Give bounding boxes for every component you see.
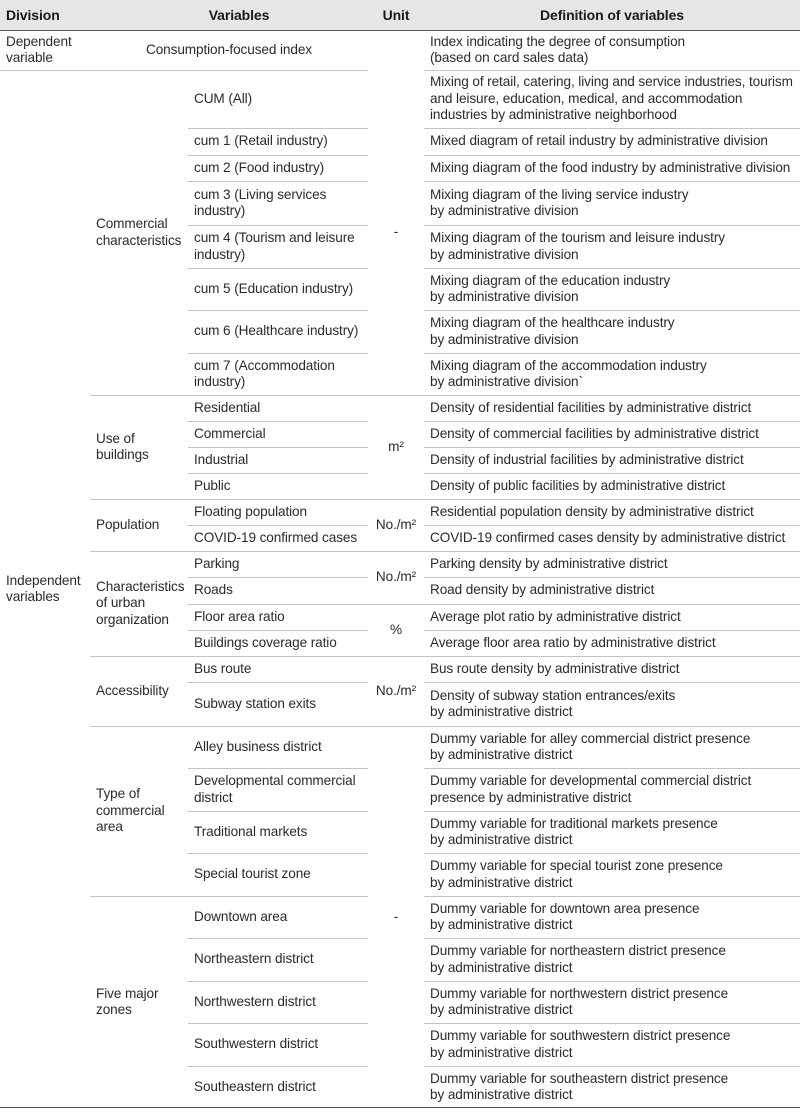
dependent-variable-text: Consumption-focused index: [145, 41, 312, 57]
definition-cell-text: Mixing diagram of the living service industry by administrative division: [430, 186, 689, 218]
row-rule-variable: [188, 1066, 368, 1067]
definition-cell: [430, 896, 794, 938]
unit-dash1-text: -: [393, 224, 399, 240]
variable-cell-text: Subway station exits: [194, 695, 316, 711]
unit-no-m2-urban-text: No./m²: [375, 569, 417, 585]
row-rule-definition: [424, 225, 800, 226]
variable-cell: [194, 981, 362, 1023]
definition-cell: [430, 726, 794, 768]
definition-cell: [430, 551, 794, 577]
row-rule-variable: [188, 551, 368, 552]
variable-cell-text: cum 6 (Healthcare industry): [194, 323, 359, 339]
definition-cell: [430, 499, 794, 525]
dependent-definition: [430, 30, 794, 70]
row-rule-definition: [424, 128, 800, 129]
variable-cell: [194, 421, 362, 447]
variable-cell: [194, 268, 362, 310]
variable-cell: [194, 155, 362, 181]
variable-cell: [194, 447, 362, 473]
definition-cell: [430, 525, 794, 551]
definition-cell: [430, 447, 794, 473]
row-rule-variable: [188, 726, 368, 727]
group-buildings: [96, 395, 182, 499]
row-rule-definition: [424, 938, 800, 939]
row-rule-definition: [424, 499, 800, 500]
row-rule-definition: [424, 630, 800, 631]
definition-cell: [430, 421, 794, 447]
group-rule: [90, 551, 188, 552]
group-rule: [90, 395, 188, 396]
definition-cell: [430, 1023, 794, 1066]
row-rule-variable: [188, 353, 368, 354]
variable-cell-text: Commercial: [194, 425, 266, 441]
definition-cell-text: Density of public facilities by administrative district: [430, 477, 726, 493]
definition-cell: [430, 268, 794, 310]
row-rule-definition: [424, 1023, 800, 1024]
row-rule-definition: [424, 896, 800, 897]
row-rule-definition: [424, 310, 800, 311]
dependent-division: [6, 30, 84, 70]
definition-cell: [430, 1066, 794, 1108]
header-bottom-rule: [0, 30, 800, 31]
variable-cell-text: Parking: [194, 555, 240, 571]
variable-cell-text: cum 7 (Accommodation industry): [194, 357, 335, 389]
row-rule-variable: [188, 896, 368, 897]
row-rule-definition: [424, 181, 800, 182]
definition-cell-text: Dummy variable for traditional markets presence by administrative district: [430, 815, 718, 847]
definition-cell: [430, 981, 794, 1023]
variable-cell-text: Southwestern district: [194, 1036, 319, 1052]
dependent-definition-text: Index indicating the degree of consumption (based on card sales data): [430, 33, 686, 65]
unit-rule: [368, 604, 424, 605]
variable-cell: [194, 181, 362, 225]
definition-cell: [430, 155, 794, 181]
header-variables-text: Variables: [208, 6, 270, 23]
unit-dash2: [370, 726, 422, 1108]
row-rule-definition: [424, 525, 800, 526]
variable-cell: [194, 604, 362, 630]
group-accessibility: [96, 656, 182, 726]
definition-cell: [430, 70, 794, 128]
row-rule-definition: [424, 1066, 800, 1067]
definition-cell: [430, 577, 794, 604]
variable-cell: [194, 630, 362, 656]
definition-cell: [430, 128, 794, 155]
definition-cell-text: Average floor area ratio by administrative district: [430, 634, 716, 650]
definition-cell-text: Parking density by administrative district: [430, 555, 668, 571]
definition-cell: [430, 353, 794, 395]
variable-cell-text: Bus route: [194, 660, 252, 676]
row-rule-variable: [188, 128, 368, 129]
group-commercial-area: [96, 726, 182, 896]
group-zones-text: Five major zones: [96, 985, 159, 1017]
variable-cell-text: cum 4 (Tourism and leisure industry): [194, 230, 355, 262]
group-population-text: Population: [96, 516, 160, 532]
group-urban-text: Characteristics of urban organization: [96, 578, 185, 627]
variable-cell-text: Southeastern district: [194, 1078, 316, 1094]
row-rule-variable: [188, 181, 368, 182]
row-rule-definition: [424, 577, 800, 578]
unit-rule: [368, 395, 424, 396]
row-rule-variable: [188, 268, 368, 269]
unit-rule: [368, 551, 424, 552]
definition-cell-text: Dummy variable for downtown area presence by administrative district: [430, 900, 700, 932]
header-unit-text: Unit: [382, 6, 410, 23]
unit-percent: [370, 604, 422, 656]
definition-cell: [430, 604, 794, 630]
row-rule-variable: [188, 604, 368, 605]
variable-cell-text: Buildings coverage ratio: [194, 634, 337, 650]
row-rule-definition: [424, 268, 800, 269]
group-rule: [90, 656, 188, 657]
definition-cell: [430, 938, 794, 981]
variable-cell: [194, 1066, 362, 1108]
row-rule-variable: [188, 395, 368, 396]
definition-cell-text: Average plot ratio by administrative district: [430, 608, 681, 624]
row-rule-definition: [424, 682, 800, 683]
definition-cell: [430, 656, 794, 682]
dependent-variable: [92, 30, 366, 70]
definition-cell-text: Dummy variable for northeastern district presence by administrative district: [430, 943, 726, 975]
variable-cell-text: Traditional markets: [194, 823, 308, 839]
definition-cell-text: Mixing of retail, catering, living and service industries, tourism and leisure, education, medical, and accommodation industries by administrative neighborhood: [430, 74, 793, 123]
variable-cell-text: cum 5 (Education industry): [194, 280, 354, 296]
row-rule-definition: [424, 726, 800, 727]
definition-cell-text: Dummy variable for special tourist zone presence by administrative district: [430, 858, 723, 890]
variable-cell-text: Northeastern district: [194, 951, 314, 967]
row-rule-definition: [424, 811, 800, 812]
definition-cell: [430, 853, 794, 896]
definition-cell-text: Mixing diagram of the healthcare industry by administrative division: [430, 315, 675, 347]
row-rule-definition: [424, 656, 800, 657]
variable-cell: [194, 395, 362, 421]
definition-cell-text: Density of industrial facilities by administrative district: [430, 451, 744, 467]
definition-cell: [430, 395, 794, 421]
definition-cell-text: Dummy variable for developmental commercial district presence by administrative district: [430, 773, 752, 805]
row-rule-variable: [188, 1023, 368, 1024]
variable-cell: [194, 938, 362, 981]
group-zones: [96, 896, 182, 1108]
definition-cell-text: Mixing diagram of the tourism and leisure industry by administrative division: [430, 230, 725, 262]
group-buildings-text: Use of buildings: [96, 430, 149, 462]
variable-cell: [194, 656, 362, 682]
definition-cell: [430, 768, 794, 811]
row-rule-variable: [188, 630, 368, 631]
unit-no-m2-access: [370, 656, 422, 726]
unit-no-m2-pop-text: No./m²: [375, 516, 417, 532]
definition-cell-text: Mixed diagram of retail industry by administrative division: [430, 133, 768, 149]
row-rule-variable: [188, 310, 368, 311]
row-rule-variable: [188, 155, 368, 156]
row-rule-definition: [424, 981, 800, 982]
unit-rule: [368, 499, 424, 500]
row-rule-variable: [188, 656, 368, 657]
unit-dash1: [370, 70, 422, 395]
variable-cell-text: cum 2 (Food industry): [194, 159, 325, 175]
row-rule-definition: [424, 473, 800, 474]
variable-cell: [194, 682, 362, 726]
definition-cell: [430, 682, 794, 726]
definition-cell-text: COVID-19 confirmed cases density by administrative district: [430, 529, 786, 545]
variable-cell-text: Developmental commercial district: [194, 773, 356, 805]
row-rule-variable: [188, 682, 368, 683]
group-commercial-area-text: Type of commercial area: [96, 786, 165, 835]
row-rule-variable: [188, 473, 368, 474]
unit-no-m2-access-text: No./m²: [375, 682, 417, 698]
group-urban: [96, 551, 185, 656]
variable-cell: [194, 525, 362, 551]
unit-rule: [368, 726, 424, 727]
header-definition: [426, 0, 798, 30]
definition-cell-text: Mixing diagram of the education industry by administrative division: [430, 272, 671, 304]
group-population: [96, 499, 182, 551]
group-accessibility-text: Accessibility: [96, 682, 169, 698]
variable-cell-text: Alley business district: [194, 738, 322, 754]
dependent-bottom-rule-left: [0, 70, 368, 71]
header-unit: [370, 0, 422, 30]
variable-cell-text: Floating population: [194, 503, 307, 519]
variable-cell-text: Floor area ratio: [194, 608, 285, 624]
variable-cell: [194, 473, 362, 499]
variable-cell: [194, 1023, 362, 1066]
unit-m2: [370, 395, 422, 499]
row-rule-definition: [424, 604, 800, 605]
row-rule-definition: [424, 768, 800, 769]
definition-cell-text: Dummy variable for northwestern district presence by administrative district: [430, 985, 729, 1017]
variable-cell-text: Northwestern district: [194, 993, 316, 1009]
definition-cell-text: Residential population density by administrative district: [430, 503, 754, 519]
header-division-text: Division: [6, 6, 60, 23]
variable-cell: [194, 726, 362, 768]
independent-division: [6, 70, 84, 1108]
variable-cell-text: Residential: [194, 399, 261, 415]
row-rule-definition: [424, 155, 800, 156]
variable-cell: [194, 768, 362, 811]
unit-dash2-text: -: [393, 908, 399, 924]
table-bottom-rule: [0, 1107, 800, 1108]
definition-cell-text: Density of residential facilities by administrative district: [430, 399, 752, 415]
unit-percent-text: %: [390, 621, 402, 637]
definition-cell-text: Mixing diagram of the accommodation industry by administrative division`: [430, 357, 707, 389]
definition-cell-text: Dummy variable for alley commercial district presence by administrative district: [430, 730, 751, 762]
unit-no-m2-urban: [370, 551, 422, 604]
definition-cell-text: Dummy variable for southwestern district presence by administrative district: [430, 1028, 731, 1060]
row-rule-variable: [188, 447, 368, 448]
row-rule-variable: [188, 499, 368, 500]
variable-cell: [194, 310, 362, 353]
variable-cell: [194, 577, 362, 604]
header-definition-text: Definition of variables: [540, 6, 684, 23]
header-division: [6, 0, 104, 30]
row-rule-definition: [424, 853, 800, 854]
variable-cell: [194, 70, 362, 128]
variable-cell-text: Public: [194, 477, 231, 493]
definition-cell: [430, 811, 794, 853]
row-rule-variable: [188, 853, 368, 854]
definition-cell-text: Density of commercial facilities by administrative district: [430, 425, 759, 441]
row-rule-variable: [188, 768, 368, 769]
variable-cell-text: cum 3 (Living services industry): [194, 186, 327, 218]
definition-cell: [430, 310, 794, 353]
variable-cell: [194, 853, 362, 896]
row-rule-definition: [424, 447, 800, 448]
variable-cell: [194, 225, 362, 268]
group-rule: [90, 499, 188, 500]
row-rule-variable: [188, 811, 368, 812]
group-rule: [90, 726, 188, 727]
variable-cell: [194, 128, 362, 155]
row-rule-variable: [188, 525, 368, 526]
variable-cell: [194, 811, 362, 853]
row-rule-definition: [424, 395, 800, 396]
definition-cell: [430, 473, 794, 499]
variable-cell-text: Industrial: [194, 451, 249, 467]
group-commercial-text: Commercial characteristics: [96, 216, 182, 248]
dependent-bottom-rule-right: [424, 70, 800, 71]
row-rule-definition: [424, 421, 800, 422]
definition-cell: [430, 181, 794, 225]
variable-cell-text: cum 1 (Retail industry): [194, 133, 328, 149]
definition-cell: [430, 225, 794, 268]
definition-cell-text: Dummy variable for southeastern district presence by administrative district: [430, 1070, 729, 1102]
group-rule: [90, 896, 188, 897]
variable-cell-text: CUM (All): [194, 90, 252, 106]
independent-division-text: Independent variables: [6, 572, 81, 604]
row-rule-variable: [188, 577, 368, 578]
variable-cell-text: COVID-19 confirmed cases: [194, 529, 358, 545]
definition-cell-text: Bus route density by administrative district: [430, 660, 680, 676]
variable-cell-text: Special tourist zone: [194, 866, 311, 882]
row-rule-variable: [188, 421, 368, 422]
unit-m2-text: m²: [388, 438, 404, 454]
row-rule-definition: [424, 551, 800, 552]
definition-cell-text: Road density by administrative district: [430, 582, 655, 598]
unit-no-m2-pop: [370, 499, 422, 551]
variable-cell: [194, 551, 362, 577]
variable-cell: [194, 499, 362, 525]
definition-cell-text: Density of subway station entrances/exits by administrative district: [430, 687, 676, 719]
variable-cell-text: Roads: [194, 582, 233, 598]
unit-rule: [368, 656, 424, 657]
header-variables: [112, 0, 366, 30]
variable-cell: [194, 896, 362, 938]
row-rule-definition: [424, 353, 800, 354]
row-rule-variable: [188, 981, 368, 982]
definition-cell-text: Mixing diagram of the food industry by administrative division: [430, 159, 791, 175]
definition-cell: [430, 630, 794, 656]
group-commercial: [96, 70, 182, 395]
variable-cell: [194, 353, 362, 395]
row-rule-variable: [188, 938, 368, 939]
row-rule-variable: [188, 225, 368, 226]
variable-cell-text: Downtown area: [194, 908, 288, 924]
dependent-division-text: Dependent variable: [6, 33, 72, 65]
